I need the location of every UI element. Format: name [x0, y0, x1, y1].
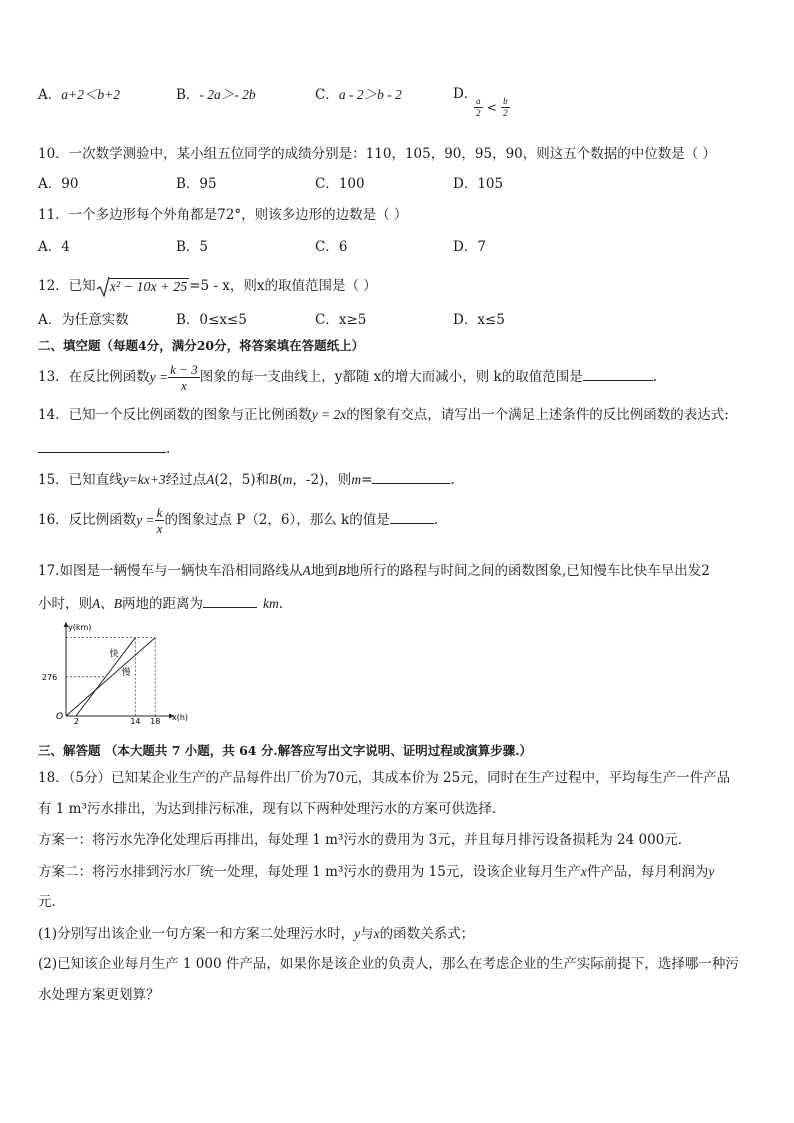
q18-line-4 — [38, 865, 714, 880]
q17-chart — [40, 620, 189, 728]
section-2-title: 二、填空题（每题4分，满分20分，将答案填在答题纸上） — [38, 338, 365, 353]
q17-line-2 — [38, 595, 283, 612]
q12-text — [38, 278, 377, 295]
option-label: B． — [176, 87, 200, 103]
math-expr: y=kx+3 — [122, 472, 166, 487]
q9-option-b — [176, 88, 256, 103]
q18-part: (1)分别写出该企业一句方案一和方案二处理污水时， — [38, 926, 355, 942]
x-tick-2: 2 — [73, 717, 79, 726]
option-label: C． — [315, 87, 339, 103]
section-3-title: 三、解答题 （本大题共 7 小题，共 64 分.解答应写出文字说明、证明过程或演算步骤.） — [38, 743, 533, 758]
q10-text: 10．一次数学测验中，某小组五位同学的成绩分别是：110，105，90，95，90，则这五个数据的中位数是（ ） — [38, 146, 717, 162]
unit: km — [263, 596, 279, 611]
answer-blank[interactable] — [203, 595, 257, 608]
q13-text — [38, 363, 657, 392]
q18-line-1: 18．（5分）已知某企业生产的产品每件出厂价为70元，其成本价为 25元，同时在生产过程中，平均每生产一件产品 — [38, 770, 731, 786]
q12-option-c: C．x≥5 — [315, 312, 367, 328]
q17-part: 小时，则 — [38, 596, 92, 612]
q12-option-d: D．x≤5 — [453, 312, 505, 328]
q18-line-7: (2)已知该企业每月生产 1 000 件产品，如果你是该企业的负责人，那么在考虑企业的生产实际前提下，选择哪一种污 — [38, 956, 739, 972]
q15-part: = — [361, 472, 373, 488]
q18-line-2: 有 1 m³污水排出，为达到排污标准，现有以下两种处理污水的方案可供选择． — [38, 801, 506, 817]
q12-prefix: 12．已知 — [38, 278, 96, 294]
q11-option-b: B．5 — [176, 239, 209, 255]
option-math: a+2＜b+2 — [61, 87, 120, 102]
q12-option-a: A．为任意实数 — [38, 312, 129, 328]
q18-line-5: 元． — [38, 894, 65, 910]
radicand: x² − 10x + 25 — [109, 280, 188, 295]
q14-text — [38, 408, 729, 423]
q10-option-c: C．100 — [315, 176, 365, 192]
q17-part: 两地的距离为 — [122, 596, 203, 612]
answer-blank[interactable] — [583, 368, 653, 381]
q11-text: 11．一个多边形每个外角都是72°，则该多边形的边数是（ ） — [38, 207, 408, 223]
math-expr: y = 2x — [311, 407, 347, 422]
x-tick-14: 14 — [130, 717, 141, 726]
q14-prefix: 14．已知一个反比例函数的图象与正比例函数 — [38, 407, 312, 423]
math-expr: B — [269, 472, 278, 487]
math-expr: m — [282, 472, 293, 487]
math-expr: A — [206, 472, 215, 487]
q18-line-3: 方案一：将污水先净化处理后再排出，每处理 1 m³污水的费用为 3元，并且每月排污设备损耗为 24 000元． — [38, 832, 692, 848]
q13-prefix: 13．在反比例函数 — [38, 369, 150, 385]
q16-text — [38, 506, 438, 535]
q14-answer-line — [38, 440, 170, 457]
q16-suffix: 的图象过点 P（2，6），那么 k的值是 — [164, 512, 390, 528]
numerator: b — [503, 96, 508, 106]
q18-part: 件产品，每月利润为 — [586, 864, 709, 880]
numerator: k − 3 — [170, 362, 198, 377]
q15-text — [38, 471, 455, 488]
q10-option-d: D．105 — [453, 176, 504, 192]
q12-option-b: B．0≤x≤5 — [176, 312, 247, 328]
x-axis-label: x(h) — [172, 713, 189, 722]
q18-part: 方案二：将污水排到污水厂统一处理，每处理 1 m³污水的费用为 15元，设该企业每月生产 — [38, 864, 581, 880]
q10-option-b: B．95 — [176, 176, 217, 192]
q15-part: ( — [277, 472, 283, 488]
q18-line-8: 水处理方案更划算？ — [38, 987, 160, 1003]
q13-suffix: 图象的每一支曲线上，y都随 x的增大而减小，则 k的取值范围是 — [199, 369, 583, 385]
answer-blank[interactable] — [38, 440, 166, 453]
period: . — [166, 441, 171, 457]
origin-label: O — [56, 712, 64, 722]
q15-part: (2，5)和 — [214, 472, 270, 488]
q9-option-a — [38, 88, 120, 103]
fraction — [501, 97, 510, 118]
q18-line-6 — [38, 927, 474, 942]
less-than: < — [486, 100, 497, 115]
option-math: a - 2＞b - 2 — [338, 87, 402, 102]
q15-part: ，-2)，则 — [292, 472, 352, 488]
fraction — [155, 506, 165, 535]
fast-car-label: 快 — [109, 649, 119, 660]
math-var: x — [373, 926, 380, 941]
q9-option-d-math — [474, 97, 510, 118]
q14-suffix: 的图象有交点，请写出一个满足上述条件的反比例函数的表达式: — [346, 407, 729, 423]
period: . — [278, 596, 284, 612]
q18-part: 与 — [360, 926, 374, 942]
denominator: 2 — [476, 108, 481, 118]
denominator: x — [181, 378, 187, 393]
x-tick-18: 18 — [150, 717, 161, 726]
math-var: y — [708, 864, 715, 879]
q11-option-d: D．7 — [453, 239, 486, 255]
option-math: - 2a＞- 2b — [199, 87, 256, 102]
q15-part: 15．已知直线 — [38, 472, 123, 488]
q12-suffix: =5 - x，则x的取值范围是（ ） — [189, 278, 377, 294]
math-point: B — [113, 596, 122, 611]
q10-option-a: A．90 — [38, 176, 79, 192]
answer-blank[interactable] — [372, 471, 450, 484]
math-point: B — [337, 563, 346, 578]
math-point: A — [302, 563, 311, 578]
square-root — [108, 278, 190, 295]
q17-line-1 — [38, 564, 710, 579]
q17-part: 17.如图是一辆慢车与一辆快车沿相同路线从 — [38, 563, 303, 579]
denominator: 2 — [503, 108, 508, 118]
fraction — [474, 97, 483, 118]
denominator: x — [156, 521, 163, 536]
q18-part: 的函数关系式； — [379, 926, 475, 942]
period: . — [652, 369, 658, 385]
y-axis-label: y(km) — [68, 623, 92, 632]
q11-option-c: C．6 — [315, 239, 348, 255]
y-tick-276: 276 — [42, 672, 58, 682]
math-expr: m — [351, 472, 362, 487]
q17-part: 地所行的路程与时间之间的函数图象,已知慢车比快车早出发2 — [345, 563, 710, 579]
q9-option-c — [315, 88, 402, 103]
math-y: y = — [136, 512, 155, 528]
math-var: y — [354, 926, 361, 941]
slow-car-label: 慢 — [121, 667, 131, 678]
option-label: A． — [38, 87, 62, 103]
fraction — [168, 363, 200, 392]
q17-part: 、 — [100, 596, 114, 612]
answer-blank[interactable] — [390, 511, 434, 524]
q17-part: 地到 — [310, 563, 338, 579]
option-label: D． — [453, 86, 478, 102]
math-point: A — [92, 596, 101, 611]
period: . — [433, 512, 439, 528]
q11-option-a: A．4 — [38, 239, 70, 255]
period: . — [450, 472, 455, 488]
math-var: x — [580, 864, 587, 879]
q15-part: 经过点 — [165, 472, 207, 488]
numerator: a — [476, 96, 481, 106]
numerator: k — [156, 505, 163, 520]
math-y: y = — [149, 369, 169, 385]
q16-prefix: 16．反比例函数 — [38, 512, 137, 528]
